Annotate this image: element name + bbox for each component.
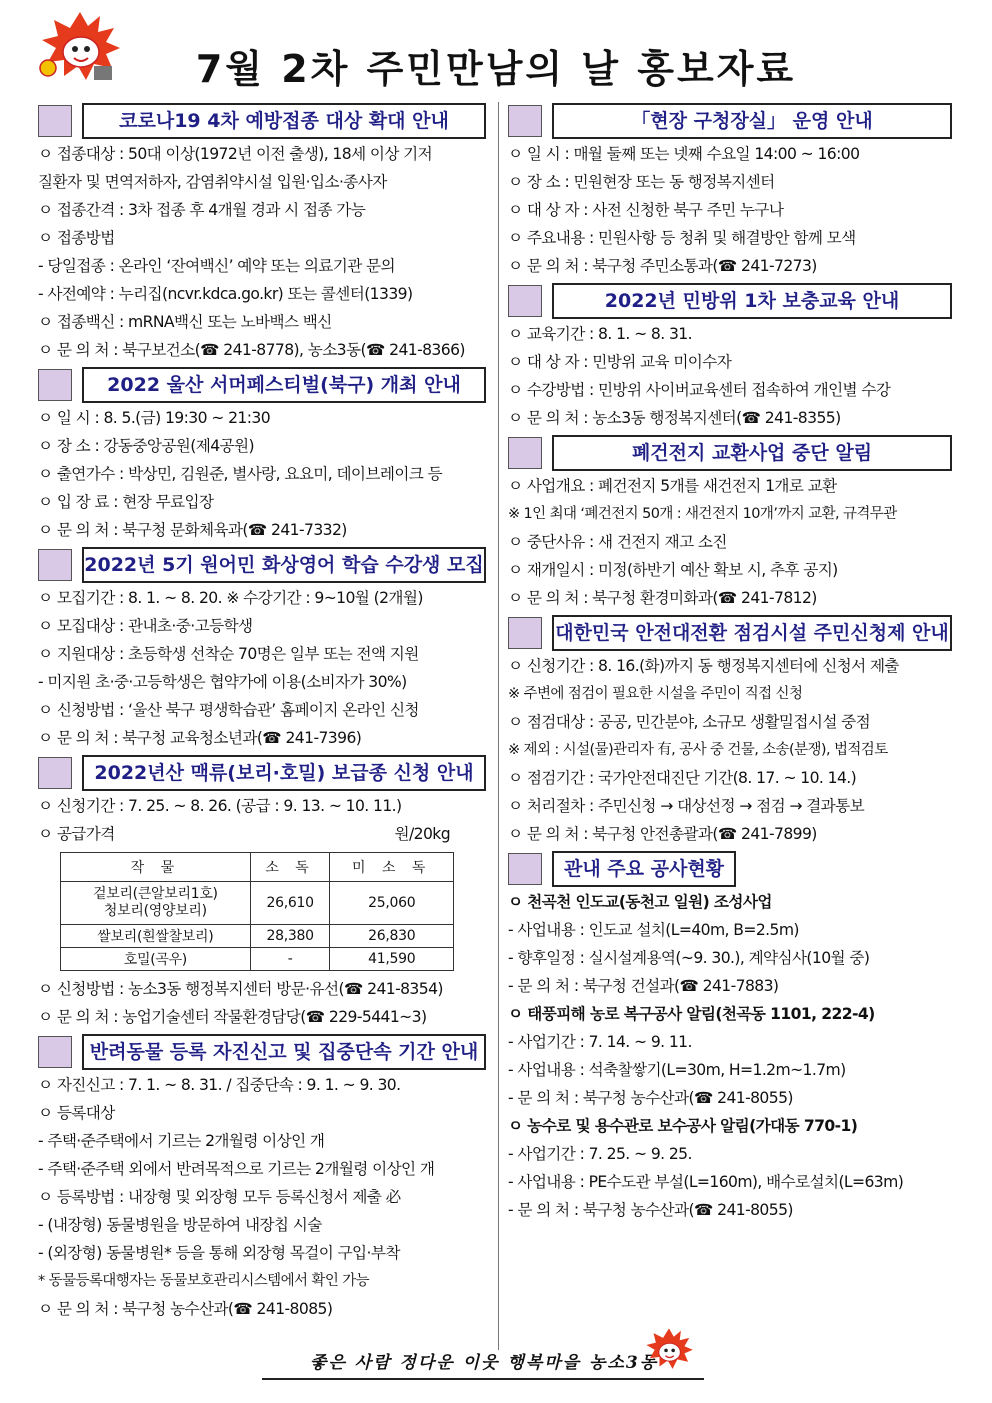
info-line: ㅇ 문 의 처 : 북구청 문화체육과(☎ 241-7332) <box>38 521 347 539</box>
info-line: ㅇ 일 시 : 8. 5.(금) 19:30 ~ 21:30 <box>38 409 271 427</box>
section-summer-festival <box>38 364 490 544</box>
table-cell: 41,590 <box>330 948 454 971</box>
info-line: - 사업내용 : 인도교 설치(L=40m, B=2.5m) <box>508 921 799 939</box>
section-title: 대한민국 안전대전환 점검시설 주민신청제 안내 <box>555 622 949 644</box>
section-header <box>508 432 956 470</box>
table-cell: 호밀(곡우) <box>61 948 251 971</box>
table-header: 작 물 <box>61 853 251 882</box>
info-line: ㅇ 등록방법 : 내장형 및 외장형 모두 등록신청서 제출 必 <box>38 1188 401 1206</box>
info-line-label: ㅇ 공급가격 <box>38 825 115 843</box>
info-line: ㅇ 장 소 : 강동중앙공원(제4공원) <box>38 437 254 455</box>
info-line: ㅇ 신청기간 : 8. 16.(화)까지 동 행정복지센터에 신청서 제출 <box>508 657 899 675</box>
info-line: ㅇ 재개일시 : 미정(하반기 예산 확보 시, 추후 공지) <box>508 561 838 579</box>
info-line: ㅇ 모집기간 : 8. 1. ~ 8. 20. ※ 수강기간 : 9~10월 (2개월) <box>38 589 423 607</box>
footer-underline <box>262 1378 704 1380</box>
heading-bar <box>552 103 952 139</box>
section-header <box>508 280 956 318</box>
price-unit: 원/20kg <box>394 825 450 843</box>
table-cell: 26,610 <box>250 882 330 925</box>
heading-square <box>38 1036 72 1068</box>
footer-slogan: 좋은 사람 정다운 이웃 행복마을 농소3동 <box>309 1353 659 1373</box>
info-line: ㅇ 지원대상 : 초등학생 선착순 70명은 일부 또는 전액 지원 <box>38 645 419 663</box>
info-line: ㅇ 문 의 처 : 북구청 주민소통과(☎ 241-7273) <box>508 257 817 275</box>
heading-square <box>38 757 72 789</box>
info-line: ㅇ 문 의 처 : 농소3동 행정복지센터(☎ 241-8355) <box>508 409 841 427</box>
table-cell: 겉보리(큰알보리1호) 청보리(영양보리) <box>61 882 251 925</box>
section-header <box>38 364 490 402</box>
table-header: 소 독 <box>250 853 330 882</box>
info-line: - 주택·준주택에서 기르는 2개월령 이상인 개 <box>38 1132 325 1150</box>
section-mayor-office <box>508 100 956 280</box>
info-line: ㅇ 접종대상 : 50대 이상(1972년 이전 출생), 18세 이상 기저 <box>38 145 433 163</box>
info-line: - 사업기간 : 7. 14. ~ 9. 11. <box>508 1033 692 1051</box>
section-header <box>38 544 490 582</box>
info-line: - 사업기간 : 7. 25. ~ 9. 25. <box>508 1145 692 1163</box>
page-title: 7월 2차 주민만남의 날 홍보자료 <box>195 47 797 91</box>
info-line: - (내장형) 동물병원을 방문하여 내장칩 시술 <box>38 1216 322 1234</box>
info-line: - 문 의 처 : 북구청 건설과(☎ 241-7883) <box>508 977 779 995</box>
heading-square <box>508 617 542 649</box>
heading-square <box>508 105 542 137</box>
info-line: - 주택·준주택 외에서 반려목적으로 기르는 2개월령 이상인 개 <box>38 1160 435 1178</box>
info-line: - 사업내용 : PE수도관 부설(L=160m), 배수로설치(L=63m) <box>508 1173 904 1191</box>
heading-square <box>508 853 542 885</box>
section-header <box>508 612 956 650</box>
info-line: ㅇ 신청기간 : 7. 25. ~ 8. 26. (공급 : 9. 13. ~ 10. 11.) <box>38 797 402 815</box>
info-line: - 사전예약 : 누리집(ncvr.kdca.go.kr) 또는 콜센터(1339) <box>38 285 413 303</box>
info-line: ㅇ 신청방법 : ‘울산 북구 평생학습관’ 홈페이지 온라인 신청 <box>38 701 419 719</box>
info-line: ㅇ 모집대상 : 관내초·중·고등학생 <box>38 617 253 635</box>
info-line: ㅇ 출연가수 : 박상민, 김원준, 별사랑, 요요미, 데이브레이크 등 <box>38 465 443 483</box>
section-construction-status <box>508 848 956 1224</box>
heading-bar <box>552 615 952 651</box>
section-battery-exchange <box>508 432 956 612</box>
heading-bar <box>552 851 736 887</box>
info-line: ㅇ 문 의 처 : 북구청 교육청소년과(☎ 241-7396) <box>38 729 362 747</box>
table-cell: 쌀보리(흰쌀찰보리) <box>61 925 251 948</box>
info-line: ㅇ 입 장 료 : 현장 무료입장 <box>38 493 214 511</box>
heading-bar <box>552 283 952 319</box>
section-title: 반려동물 등록 자진신고 및 집중단속 기간 안내 <box>89 1041 479 1063</box>
info-line: - 미지원 초·중·고등학생은 협약가에 이용(소비자가 30%) <box>38 673 407 691</box>
heading-square <box>38 105 72 137</box>
section-header <box>508 848 956 886</box>
info-line: ㅇ 문 의 처 : 북구청 환경미화과(☎ 241-7812) <box>508 589 817 607</box>
info-line: - 문 의 처 : 북구청 농수산과(☎ 241-8055) <box>508 1089 793 1107</box>
section-covid-vaccination <box>38 100 490 364</box>
info-line: ㅇ 접종백신 : mRNA백신 또는 노바백스 백신 <box>38 313 332 331</box>
heading-square <box>38 549 72 581</box>
info-line: ㅇ 문 의 처 : 북구청 농수산과(☎ 241-8085) <box>38 1300 333 1318</box>
info-line: ㅇ 수강방법 : 민방위 사이버교육센터 접속하여 개인별 수강 <box>508 381 891 399</box>
info-line: ㅇ 문 의 처 : 농업기술센터 작물환경담당(☎ 229-5441~3) <box>38 1008 427 1026</box>
heading-bar <box>82 1034 486 1070</box>
heading-square <box>508 437 542 469</box>
section-header <box>38 100 490 138</box>
info-line: ㅇ 태풍피해 농로 복구공사 알림(천곡동 1101, 222-4) <box>508 1005 875 1023</box>
info-line: ㅇ 등록대상 <box>38 1104 115 1122</box>
table-cell: - <box>250 948 330 971</box>
price-table <box>60 852 454 971</box>
section-title: 「현장 구청장실」 운영 안내 <box>631 110 873 132</box>
table-cell: 25,060 <box>330 882 454 925</box>
table-cell: 28,380 <box>250 925 330 948</box>
info-line: - (외장형) 동물병원* 등을 통해 외장형 목걸이 구입·부착 <box>38 1244 400 1262</box>
info-line: ㅇ 자진신고 : 7. 1. ~ 8. 31. / 집중단속 : 9. 1. ~ 9. 30. <box>38 1076 401 1094</box>
info-line: ㅇ 문 의 처 : 북구청 안전총괄과(☎ 241-7899) <box>508 825 817 843</box>
section-title: 2022년 민방위 1차 보충교육 안내 <box>604 290 900 312</box>
section-pet-registration <box>38 1031 490 1323</box>
info-line: ㅇ 문 의 처 : 북구보건소(☎ 241-8778), 농소3동(☎ 241-8366) <box>38 341 465 359</box>
table-row <box>61 882 454 925</box>
heading-bar <box>552 435 952 471</box>
section-title: 2022 울산 서머페스티벌(북구) 개최 안내 <box>107 374 461 396</box>
section-barley-seed <box>38 752 490 1031</box>
info-line: ※ 1인 최대 ‘폐건전지 50개 : 새건전지 10개’까지 교환, 규격무관 <box>508 506 897 522</box>
info-line: ㅇ 장 소 : 민원현장 또는 동 행정복지센터 <box>508 173 775 191</box>
section-title: 2022년 5기 원어민 화상영어 학습 수강생 모집 <box>84 554 484 576</box>
section-civil-defense <box>508 280 956 432</box>
right-column <box>508 100 956 1224</box>
info-line: ㅇ 처리절차 : 주민신청 → 대상선정 → 점검 → 결과통보 <box>508 797 865 815</box>
info-line: ㅇ 사업개요 : 폐건전지 5개를 새건전지 1개로 교환 <box>508 477 837 495</box>
info-line: ※ 제외 : 시설(물)관리자 有, 공사 중 건물, 소송(분쟁), 법적검토 <box>508 742 888 758</box>
heading-square <box>508 285 542 317</box>
info-line: ㅇ 점검기간 : 국가안전대진단 기간(8. 17. ~ 10. 14.) <box>508 769 857 787</box>
table-cell: 26,830 <box>330 925 454 948</box>
info-line <box>38 820 490 848</box>
column-divider <box>498 102 499 1350</box>
info-line: ㅇ 중단사유 : 새 건전지 재고 소진 <box>508 533 727 551</box>
info-line: - 사업내용 : 석축찰쌓기(L=30m, H=1.2m~1.7m) <box>508 1061 846 1079</box>
heading-bar <box>82 547 486 583</box>
info-line: 질환자 및 면역저하자, 감염취약시설 입원·입소·종사자 <box>38 173 387 191</box>
heading-square <box>38 369 72 401</box>
section-header <box>38 1031 490 1069</box>
info-line: ㅇ 교육기간 : 8. 1. ~ 8. 31. <box>508 325 692 343</box>
table-header: 미 소 독 <box>330 853 454 882</box>
heading-bar <box>82 367 486 403</box>
section-english-class <box>38 544 490 752</box>
info-line: ㅇ 대 상 자 : 민방위 교육 미이수자 <box>508 353 732 371</box>
table-header-row <box>61 853 454 882</box>
section-header <box>38 752 490 790</box>
left-column <box>38 100 490 1323</box>
section-title: 2022년산 맥류(보리·호밀) 보급종 신청 안내 <box>94 762 474 784</box>
info-line: ㅇ 천곡천 인도교(동천고 일원) 조성사업 <box>508 893 772 911</box>
info-line: - 문 의 처 : 북구청 농수산과(☎ 241-8055) <box>508 1201 793 1219</box>
info-line: - 향후일정 : 실시설계용역(~9. 30.), 계약심사(10월 중) <box>508 949 870 967</box>
section-title: 코로나19 4차 예방접종 대상 확대 안내 <box>119 110 449 132</box>
info-line: ※ 주변에 점검이 필요한 시설을 주민이 직접 신청 <box>508 686 803 702</box>
info-line: ㅇ 주요내용 : 민원사항 등 청취 및 해결방안 함께 모색 <box>508 229 856 247</box>
section-title: 관내 주요 공사현황 <box>563 858 725 880</box>
heading-bar <box>82 755 486 791</box>
info-line: ㅇ 접종간격 : 3차 접종 후 4개월 경과 시 접종 가능 <box>38 201 366 219</box>
info-line: - 당일접종 : 온라인 ‘잔여백신’ 예약 또는 의료기관 문의 <box>38 257 395 275</box>
footer-mascot-illustration <box>636 1326 702 1376</box>
info-line: ㅇ 일 시 : 매월 둘째 또는 넷째 수요일 14:00 ~ 16:00 <box>508 145 860 163</box>
table-row <box>61 925 454 948</box>
heading-bar <box>82 103 486 139</box>
info-line: ㅇ 농수로 및 용수관로 보수공사 알림(가대동 770-1) <box>508 1117 858 1135</box>
info-line: * 동물등록대행자는 동물보호관리시스템에서 확인 가능 <box>38 1273 370 1289</box>
info-line: ㅇ 점검대상 : 공공, 민간분야, 소규모 생활밀접시설 중점 <box>508 713 871 731</box>
info-line: ㅇ 신청방법 : 농소3동 행정복지센터 방문·유선(☎ 241-8354) <box>38 980 443 998</box>
info-line: ㅇ 접종방법 <box>38 229 115 247</box>
section-safety-inspection <box>508 612 956 848</box>
table-row <box>61 948 454 971</box>
info-line: ㅇ 대 상 자 : 사전 신청한 북구 주민 누구나 <box>508 201 784 219</box>
section-title: 폐건전지 교환사업 중단 알림 <box>631 442 873 464</box>
section-header <box>508 100 956 138</box>
